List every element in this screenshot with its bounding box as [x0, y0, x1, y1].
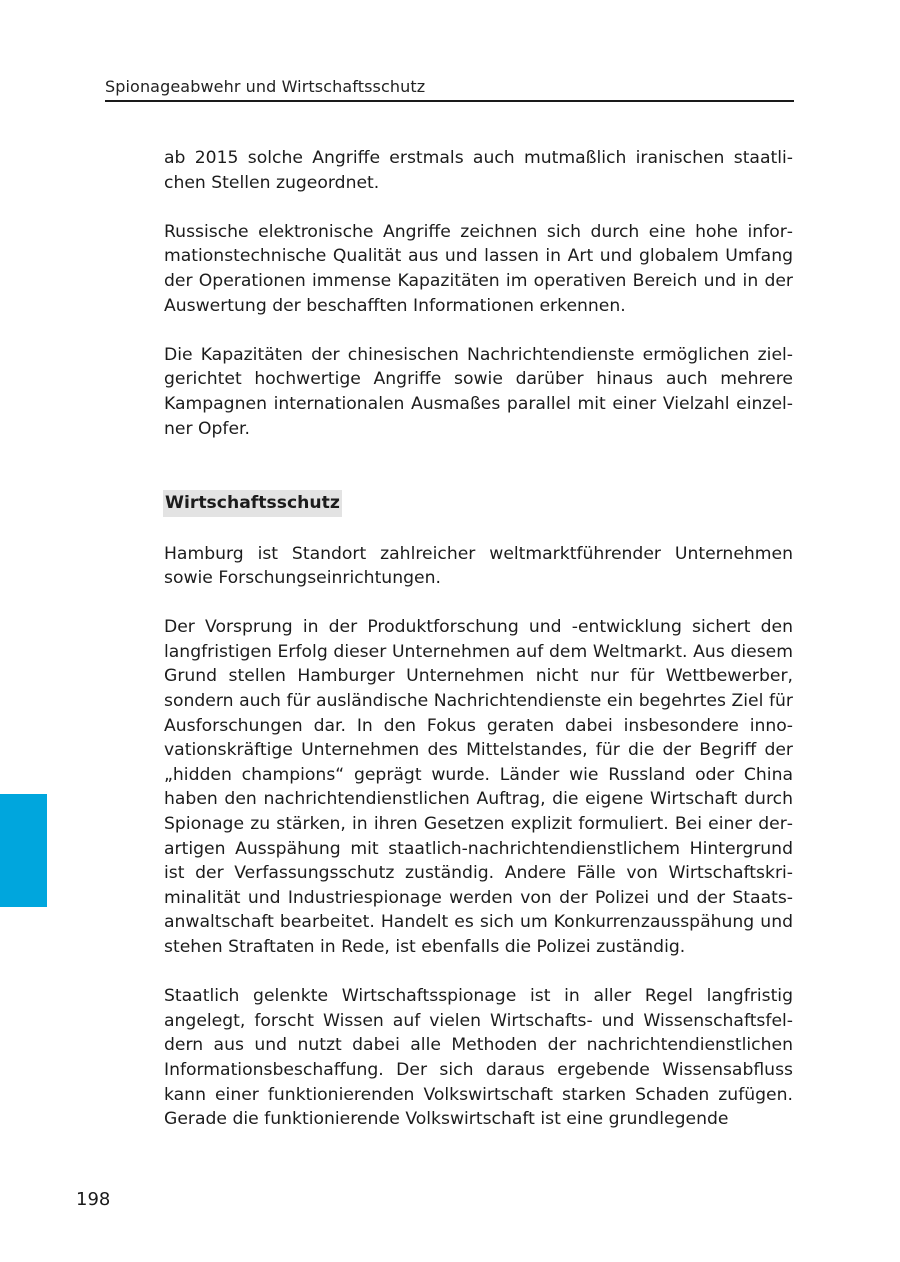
paragraph: ab 2015 solche Angriffe erstmals auch mutmaßlich iranischen staatlichen Stellen zugeordnet.: [164, 148, 793, 193]
paragraph: Staatlich gelenkte Wirtschaftsspionage ist in aller Regel langfristig angelegt, forscht Wissen auf vielen Wirtschafts- und Wissenschaftsfeldern aus und nutzt dabei alle Methoden der nachrichtendienstlichen Informationsbeschaffung. Der sich daraus ergebende Wissensabfluss kann einer funktionierenden Volkswirtschaft starken Schaden zufügen. Gerade die funktionierende Volkswirtschaft ist eine grundlegende: [164, 986, 793, 1130]
header-rule: [105, 100, 794, 102]
section-heading: Wirtschaftsschutz: [163, 490, 342, 517]
paragraph: Russische elektronische Angriffe zeichnen sich durch eine hohe informationstechnische Qualität aus und lassen in Art und globalem Umfang der Operationen immense Kapazitäten im operativen Bereich und in der Auswertung der beschafften Informationen erkennen.: [164, 221, 793, 316]
paragraph: Der Vorsprung in der Produktforschung und -entwicklung sichert den langfristigen Erfolg dieser Unternehmen auf dem Weltmarkt. Aus diesem Grund stellen Hamburger Unternehmen nicht nur für Wettbewerber, sondern auch für ausländische Nachrichtendienste ein begehrtes Ziel für Ausforschungen dar. In den Fokus geraten dabei insbesondere innovationskräftige Unternehmen des Mittelstandes, für die der Begriff der „hidden champions“ geprägt wurde. Länder wie Russland oder China haben den nachrichtendienstlichen Auftrag, die eigene Wirtschaft durch Spionage zu stärken, in ihren Gesetzen explizit formuliert. Bei einer derartigen Ausspähung mit staatlich-nachrichtendienstlichem Hintergrund ist der Verfassungsschutz zuständig. Andere Fälle von Wirtschaftskriminalität und Industriespionage werden von der Polizei und der Staatsanwaltschaft bearbeitet. Handelt es sich um Konkurrenzausspähung und stehen Straftaten in Rede, ist ebenfalls die Polizei zuständig.: [164, 617, 793, 957]
running-header-title: Spionageabwehr und Wirtschaftsschutz: [105, 77, 426, 96]
paragraph: Die Kapazitäten der chinesischen Nachrichtendienste ermöglichen zielgerichtet hochwertige Angriffe sowie darüber hinaus auch mehrere Kampagnen internationalen Ausmaßes parallel mit einer Vielzahl einzelner Opfer.: [164, 344, 793, 439]
page-number: 198: [76, 1189, 111, 1210]
body-text: [164, 146, 793, 1156]
chapter-side-tab: [0, 794, 47, 907]
paragraph: Hamburg ist Standort zahlreicher weltmarktführender Unternehmen sowie Forschungseinrichtungen.: [164, 543, 793, 589]
